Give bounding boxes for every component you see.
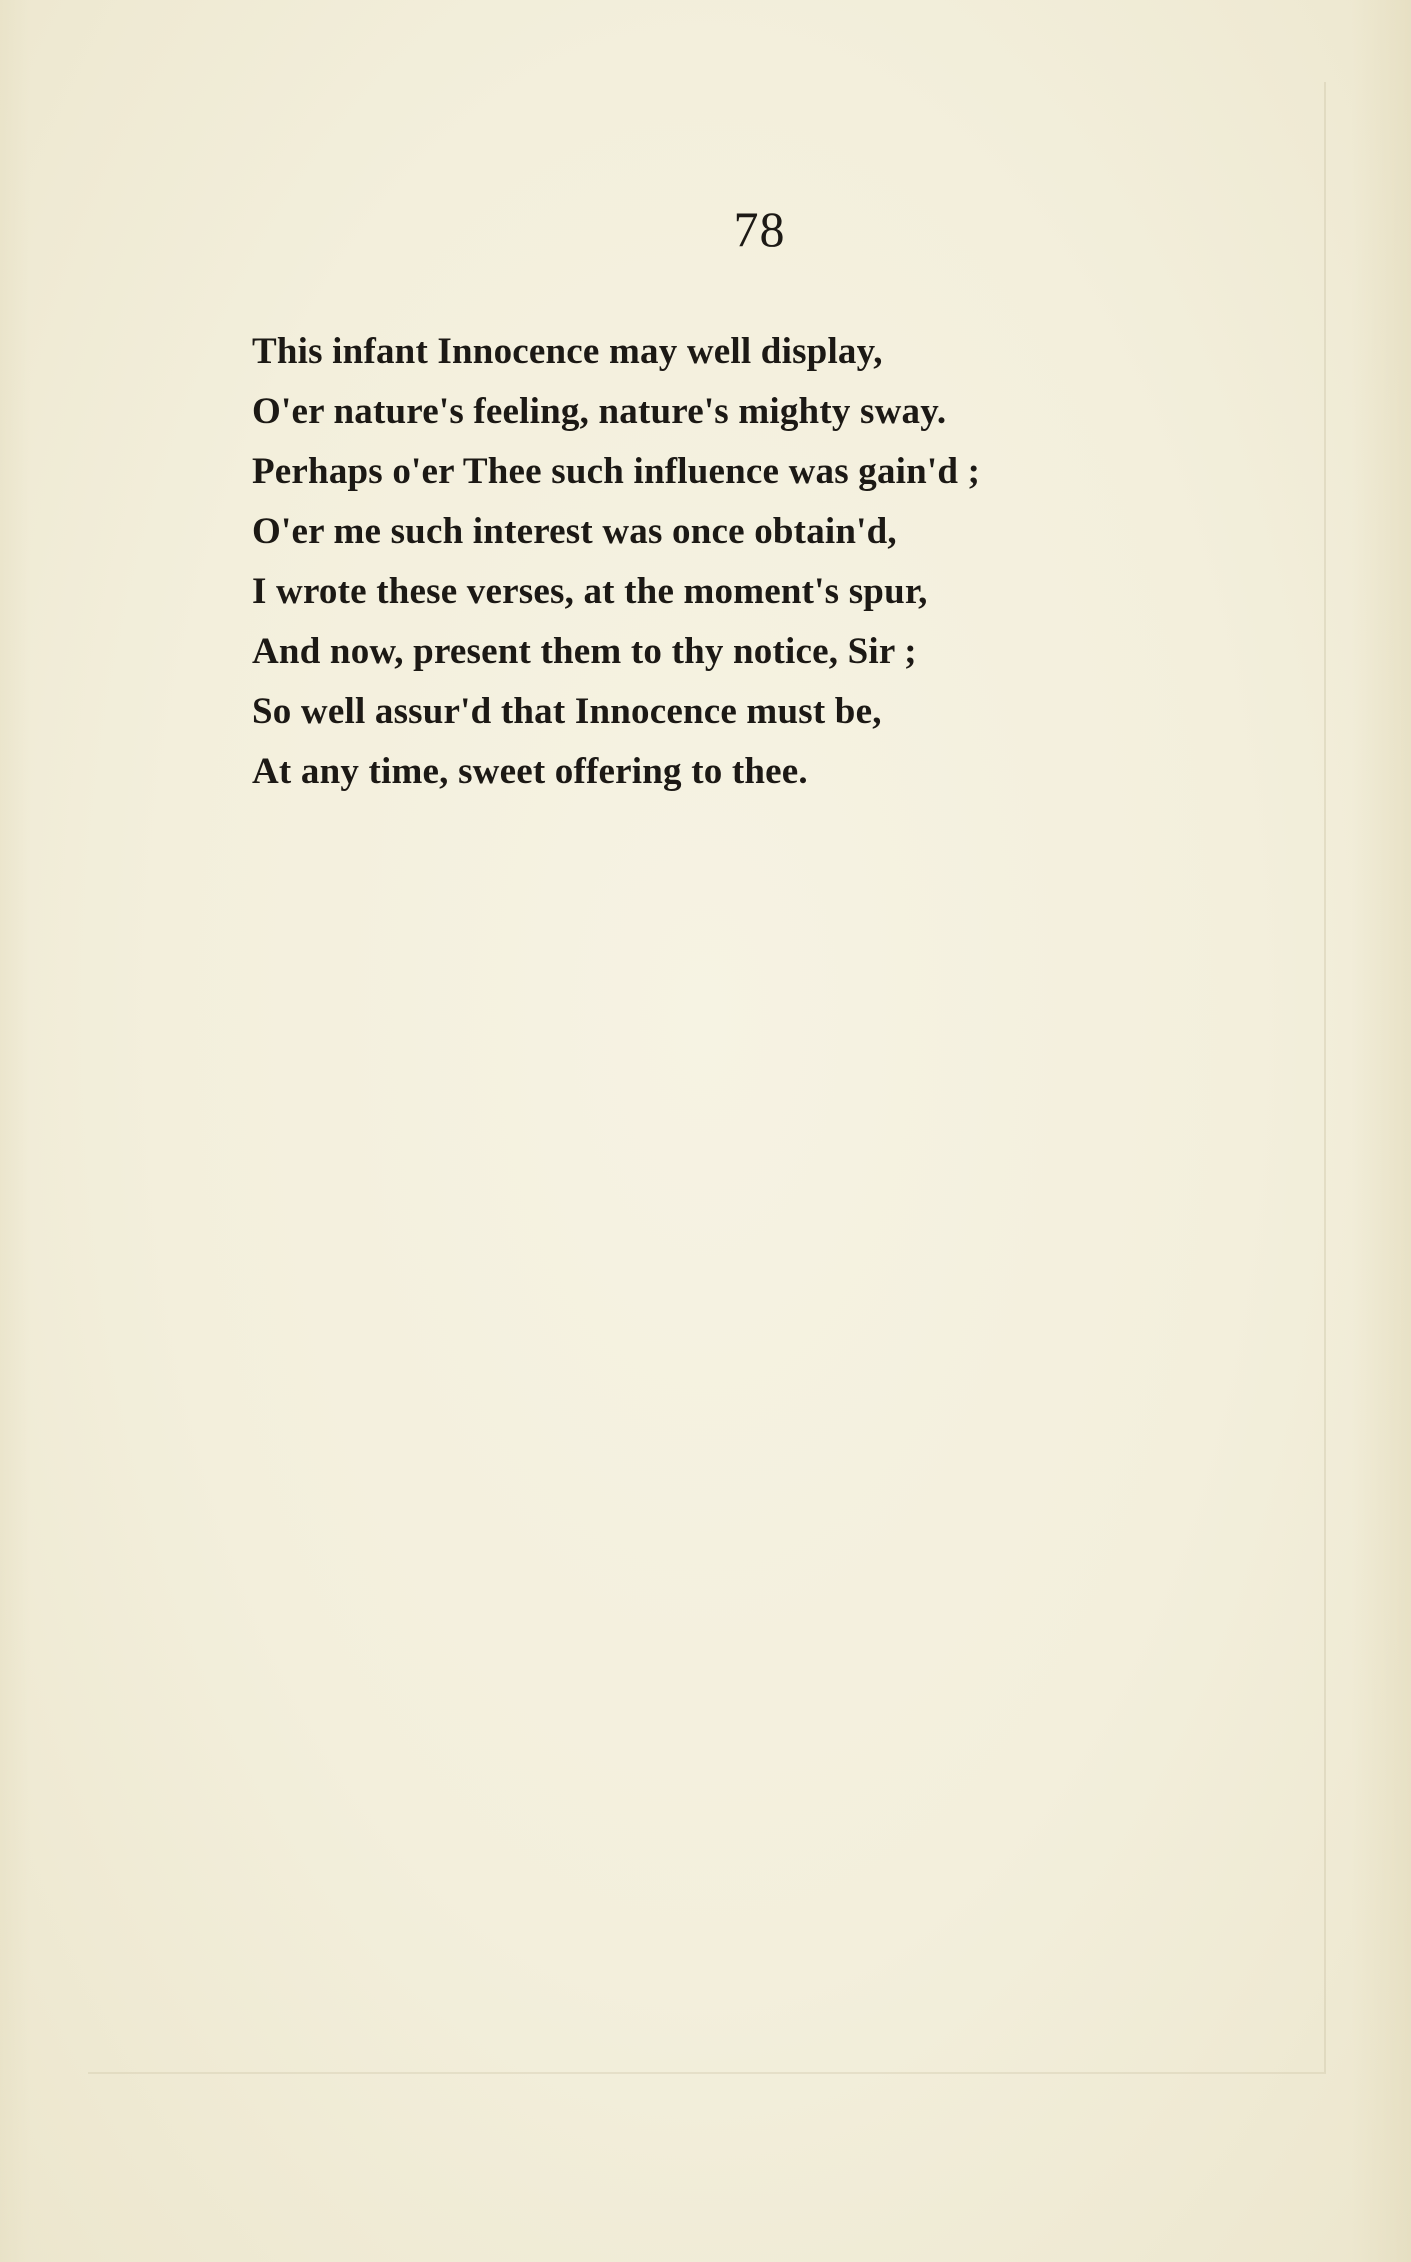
verse-line: This infant Innocence may well display,	[252, 331, 883, 372]
verse-line: So well assur'd that Innocence must be,	[252, 691, 882, 732]
verse-line: Perhaps o'er Thee such influence was gain'd ;	[252, 451, 981, 492]
page-right-edge-shading	[1351, 0, 1411, 2262]
poem-stanza	[252, 322, 1152, 802]
verse-line: O'er me such interest was once obtain'd,	[252, 511, 897, 552]
page-number: 78	[733, 201, 786, 257]
verse-line: And now, present them to thy notice, Sir ;	[252, 631, 917, 672]
verse-line: O'er nature's feeling, nature's mighty sway.	[252, 391, 947, 432]
verse-line: I wrote these verses, at the moment's spur,	[252, 571, 928, 612]
verse-line: At any time, sweet offering to thee.	[252, 751, 808, 792]
page-left-edge-shading	[0, 0, 30, 2262]
